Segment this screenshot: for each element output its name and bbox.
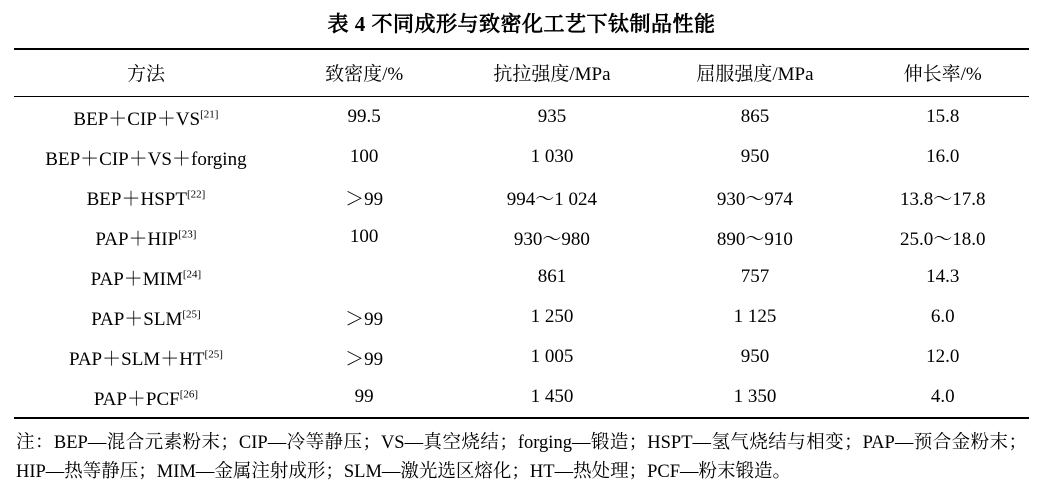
table-row [14,377,1029,417]
cell-method: BEP＋CIP＋VS[21] [73,108,219,130]
table-row [14,297,1029,337]
column-header-density: 致密度/% [325,64,404,85]
cell-elongation: 4.0 [930,386,955,407]
citation-ref: [24] [182,268,202,281]
column-header-yield: 屈服强度/MPa [696,64,814,85]
cell-tensile: 1 450 [530,386,574,407]
cell-elongation: 12.0 [926,346,960,367]
citation-ref: [26] [179,388,199,401]
cell-tensile: 1 030 [530,146,574,167]
table-row [14,97,1029,137]
citation-ref: [25] [182,308,201,321]
cell-yield: 865 [740,106,770,127]
citation-ref: [25] [204,348,223,361]
cell-tensile: 1 250 [530,306,574,327]
table-title: 表 4 不同成形与致密化工艺下钛制品性能 [327,12,716,36]
cell-tensile: 935 [537,106,567,127]
cell-tensile: 930～980 [513,228,590,250]
table-note: 注：BEP—混合元素粉末；CIP—冷等静压；VS—真空烧结；forging—锻造；HSPT—氢气烧结与相变；PAP—预合金粉末；HIP—热等静压；MIM—金属注射成形；SLM—激光选区熔化；HT—热处理；PCF—粉末锻造。 [16,433,1027,482]
cell-method: PAP＋SLM[25] [91,308,201,330]
cell-yield: 757 [740,266,770,287]
cell-elongation: 13.8～17.8 [899,188,986,210]
cell-method: BEP＋HSPT[22] [86,188,206,210]
cell-elongation: 6.0 [930,306,955,327]
cell-yield: 950 [740,146,770,167]
cell-method: PAP＋MIM[24] [90,268,202,290]
cell-elongation: 15.8 [926,106,960,127]
cell-density [278,257,451,297]
cell-density: 100 [349,146,379,167]
table-row [14,337,1029,377]
table-row [14,257,1029,297]
table-body [14,97,1029,417]
cell-tensile: 1 005 [530,346,574,367]
cell-yield: 950 [740,346,770,367]
cell-method: PAP＋SLM＋HT[25] [69,348,223,370]
cell-yield: 930～974 [716,188,793,210]
cell-yield: 1 350 [733,386,777,407]
cell-yield: 1 125 [733,306,777,327]
cell-density: ＞99 [345,188,384,210]
cell-method: BEP＋CIP＋VS＋forging [45,148,247,170]
citation-ref: [21] [200,108,219,121]
cell-density: 100 [349,226,379,247]
cell-yield: 890～910 [716,228,793,250]
cell-method: PAP＋HIP[23] [95,228,197,250]
citation-ref: [22] [186,188,206,201]
performance-table-body [14,97,1029,417]
cell-density: 99 [354,386,374,407]
table-row [14,177,1029,217]
cell-tensile: 861 [537,266,567,287]
table-row [14,217,1029,257]
table-row [14,137,1029,177]
column-header-method: 方法 [126,64,165,85]
cell-tensile: 994～1 024 [506,188,598,210]
column-header-tensile: 抗拉强度/MPa [493,64,611,85]
cell-density: ＞99 [345,348,384,370]
cell-method: PAP＋PCF[26] [93,388,199,410]
cell-elongation: 14.3 [926,266,960,287]
header-row [14,50,1029,96]
cell-density: 99.5 [347,106,381,127]
cell-density: ＞99 [345,308,384,330]
column-header-elongation: 伸长率/% [903,64,982,85]
citation-ref: [23] [178,228,197,241]
cell-elongation: 16.0 [926,146,960,167]
performance-table [14,50,1029,96]
cell-elongation: 25.0～18.0 [899,228,986,250]
table-head [14,50,1029,96]
